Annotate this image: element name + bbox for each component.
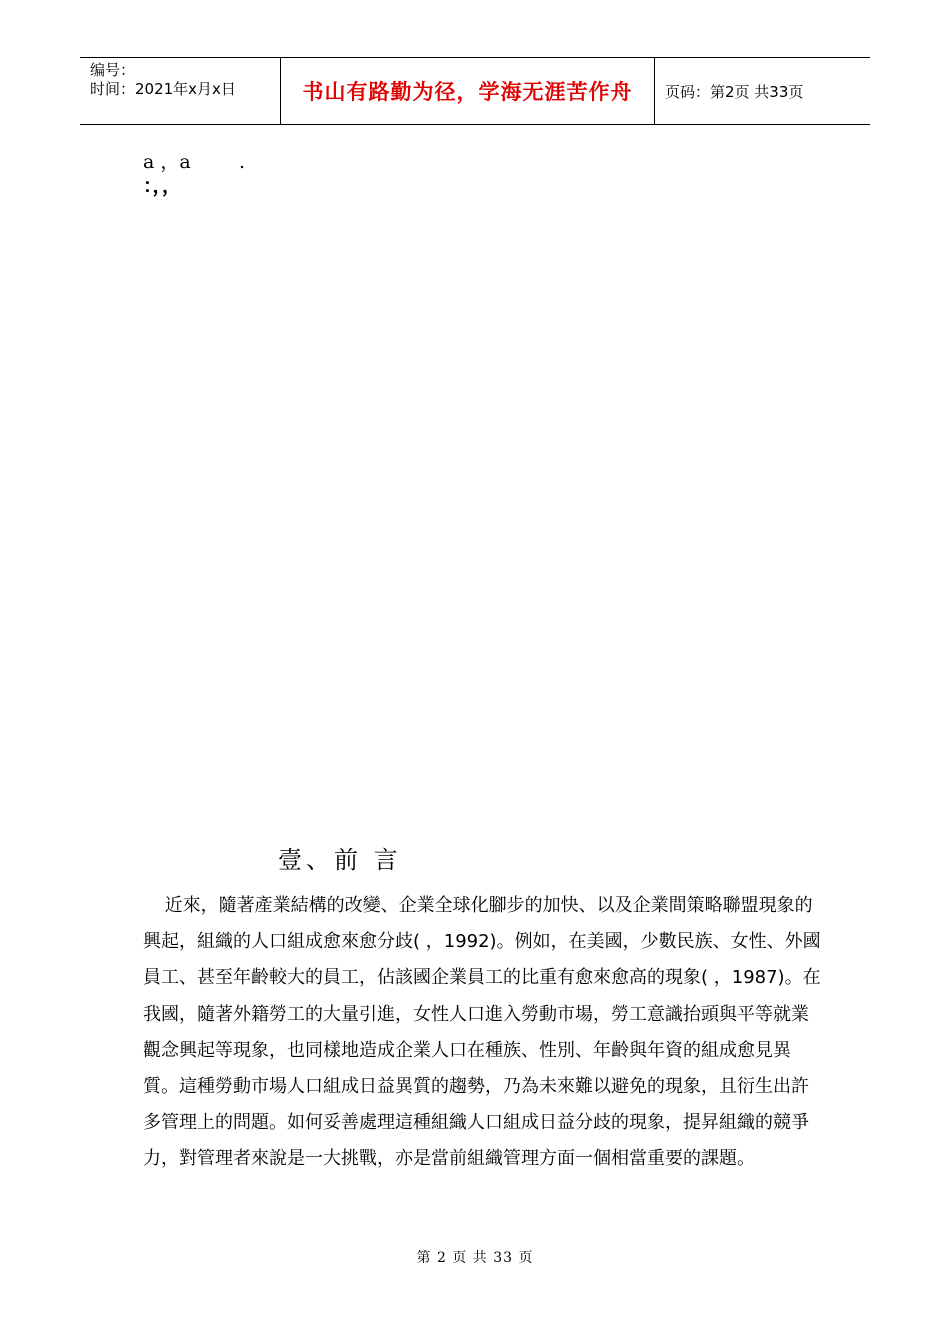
section-title: 壹、前 言 [278, 846, 402, 874]
abstract-fragment [143, 150, 245, 198]
intro-paragraph: 近來，隨著產業結構的改變、企業全球化腳步的加快、以及企業間策略聯盟現象的興起，組織的人口組成愈來愈分歧( ，1992)。例如，在美國，少數民族、女性、外國員工、甚至年齡較大的員工，佔該國企業員工的比重有愈來愈高的現象( ，1987)。在我國，隨著外籍勞工的大量引進，女性人口進入勞動市場，勞工意識抬頭與平等就業觀念興起等現象，也同樣地造成企業人口在種族、性別、年齡與年資的組成愈見異質。這種勞動市場人口組成日益異質的趨勢，乃為未來難以避免的現象，且衍生出許多管理上的問題。如何妥善處理這種組織人口組成日益分歧的現象，提昇組織的競爭力，對管理者來說是一大挑戰，亦是當前組織管理方面一個相當重要的課題。 [143, 895, 821, 1170]
header-meta-cell [80, 58, 281, 124]
abstract-line-1: a ，a . [143, 151, 246, 173]
body-text [143, 888, 823, 1178]
header-page-info: 页码：第2页 共33页 [665, 82, 804, 101]
time-label: 时间：2021年x月x日 [90, 80, 236, 98]
serial-label: 编号： [90, 61, 136, 79]
header-table [80, 57, 870, 125]
page-footer: 第 2 页 共 33 页 [416, 1250, 534, 1266]
abstract-line-2: ：，， [143, 175, 182, 197]
header-motto: 书山有路勤为径，学海无涯苦作舟 [281, 58, 655, 124]
